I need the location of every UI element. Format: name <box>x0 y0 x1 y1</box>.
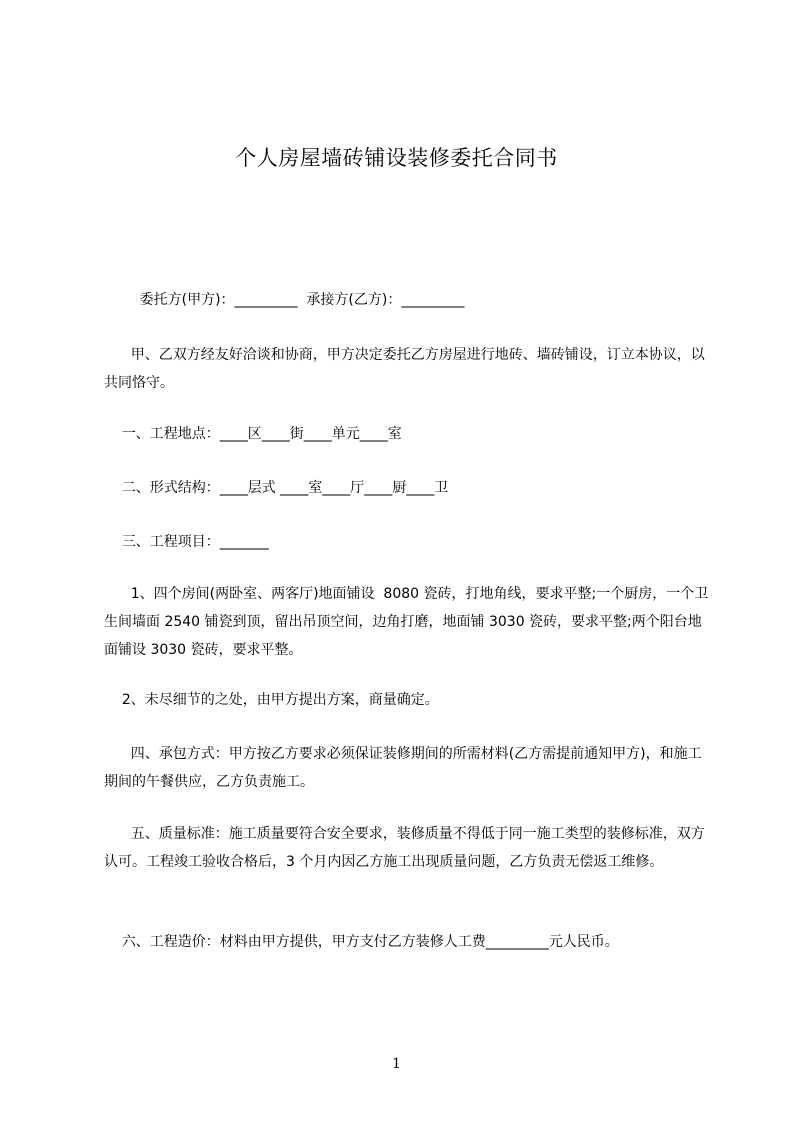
parties-line: 委托方(甲方)：_________ 承接方(乙方)：_________ <box>104 292 465 308</box>
page-number: 1 <box>392 1056 401 1072</box>
project-item-1: 1、四个房间(两卧室、两客厅)地面铺设 8080 瓷砖，打地角线，要求平整;一个厨房，一个卫生间墙面 2540 铺瓷到顶，留出吊顶空间，边角打磨，地面铺 3030 瓷砖，要求平整;两个阳台地面铺设 3030 瓷砖，要求平整。 <box>104 586 709 658</box>
clause-location: 一、工程地点：____区____街____单元____室 <box>104 426 402 442</box>
document-title: 个人房屋墙砖铺设装修委托合同书 <box>235 146 558 170</box>
clause-contract-method: 四、承包方式：甲方按乙方要求必须保证装修期间的所需材料(乙方需提前通知甲方)，和施工期间的午餐供应，乙方负责施工。 <box>104 746 702 790</box>
clause-quality-standard: 五、质量标准：施工质量要符合安全要求，装修质量不得低于同一施工类型的装修标准，双方认可。工程竣工验收合格后，3 个月内因乙方施工出现质量问题，乙方负责无偿返工维修。 <box>104 826 705 870</box>
project-item-2: 2、未尽细节的之处，由甲方提出方案，商量确定。 <box>104 692 439 708</box>
clause-project-cost: 六、工程造价：材料由甲方提供，甲方支付乙方装修人工费_________元人民币。 <box>104 934 619 950</box>
preamble-paragraph: 甲、乙双方经友好洽谈和协商，甲方决定委托乙方房屋进行地砖、墙砖铺设，订立本协议，以共同恪守。 <box>104 347 705 391</box>
clause-project: 三、工程项目：_______ <box>104 534 269 550</box>
clause-structure: 二、形式结构：____层式 ____室____厅____厨____卫 <box>104 480 449 496</box>
